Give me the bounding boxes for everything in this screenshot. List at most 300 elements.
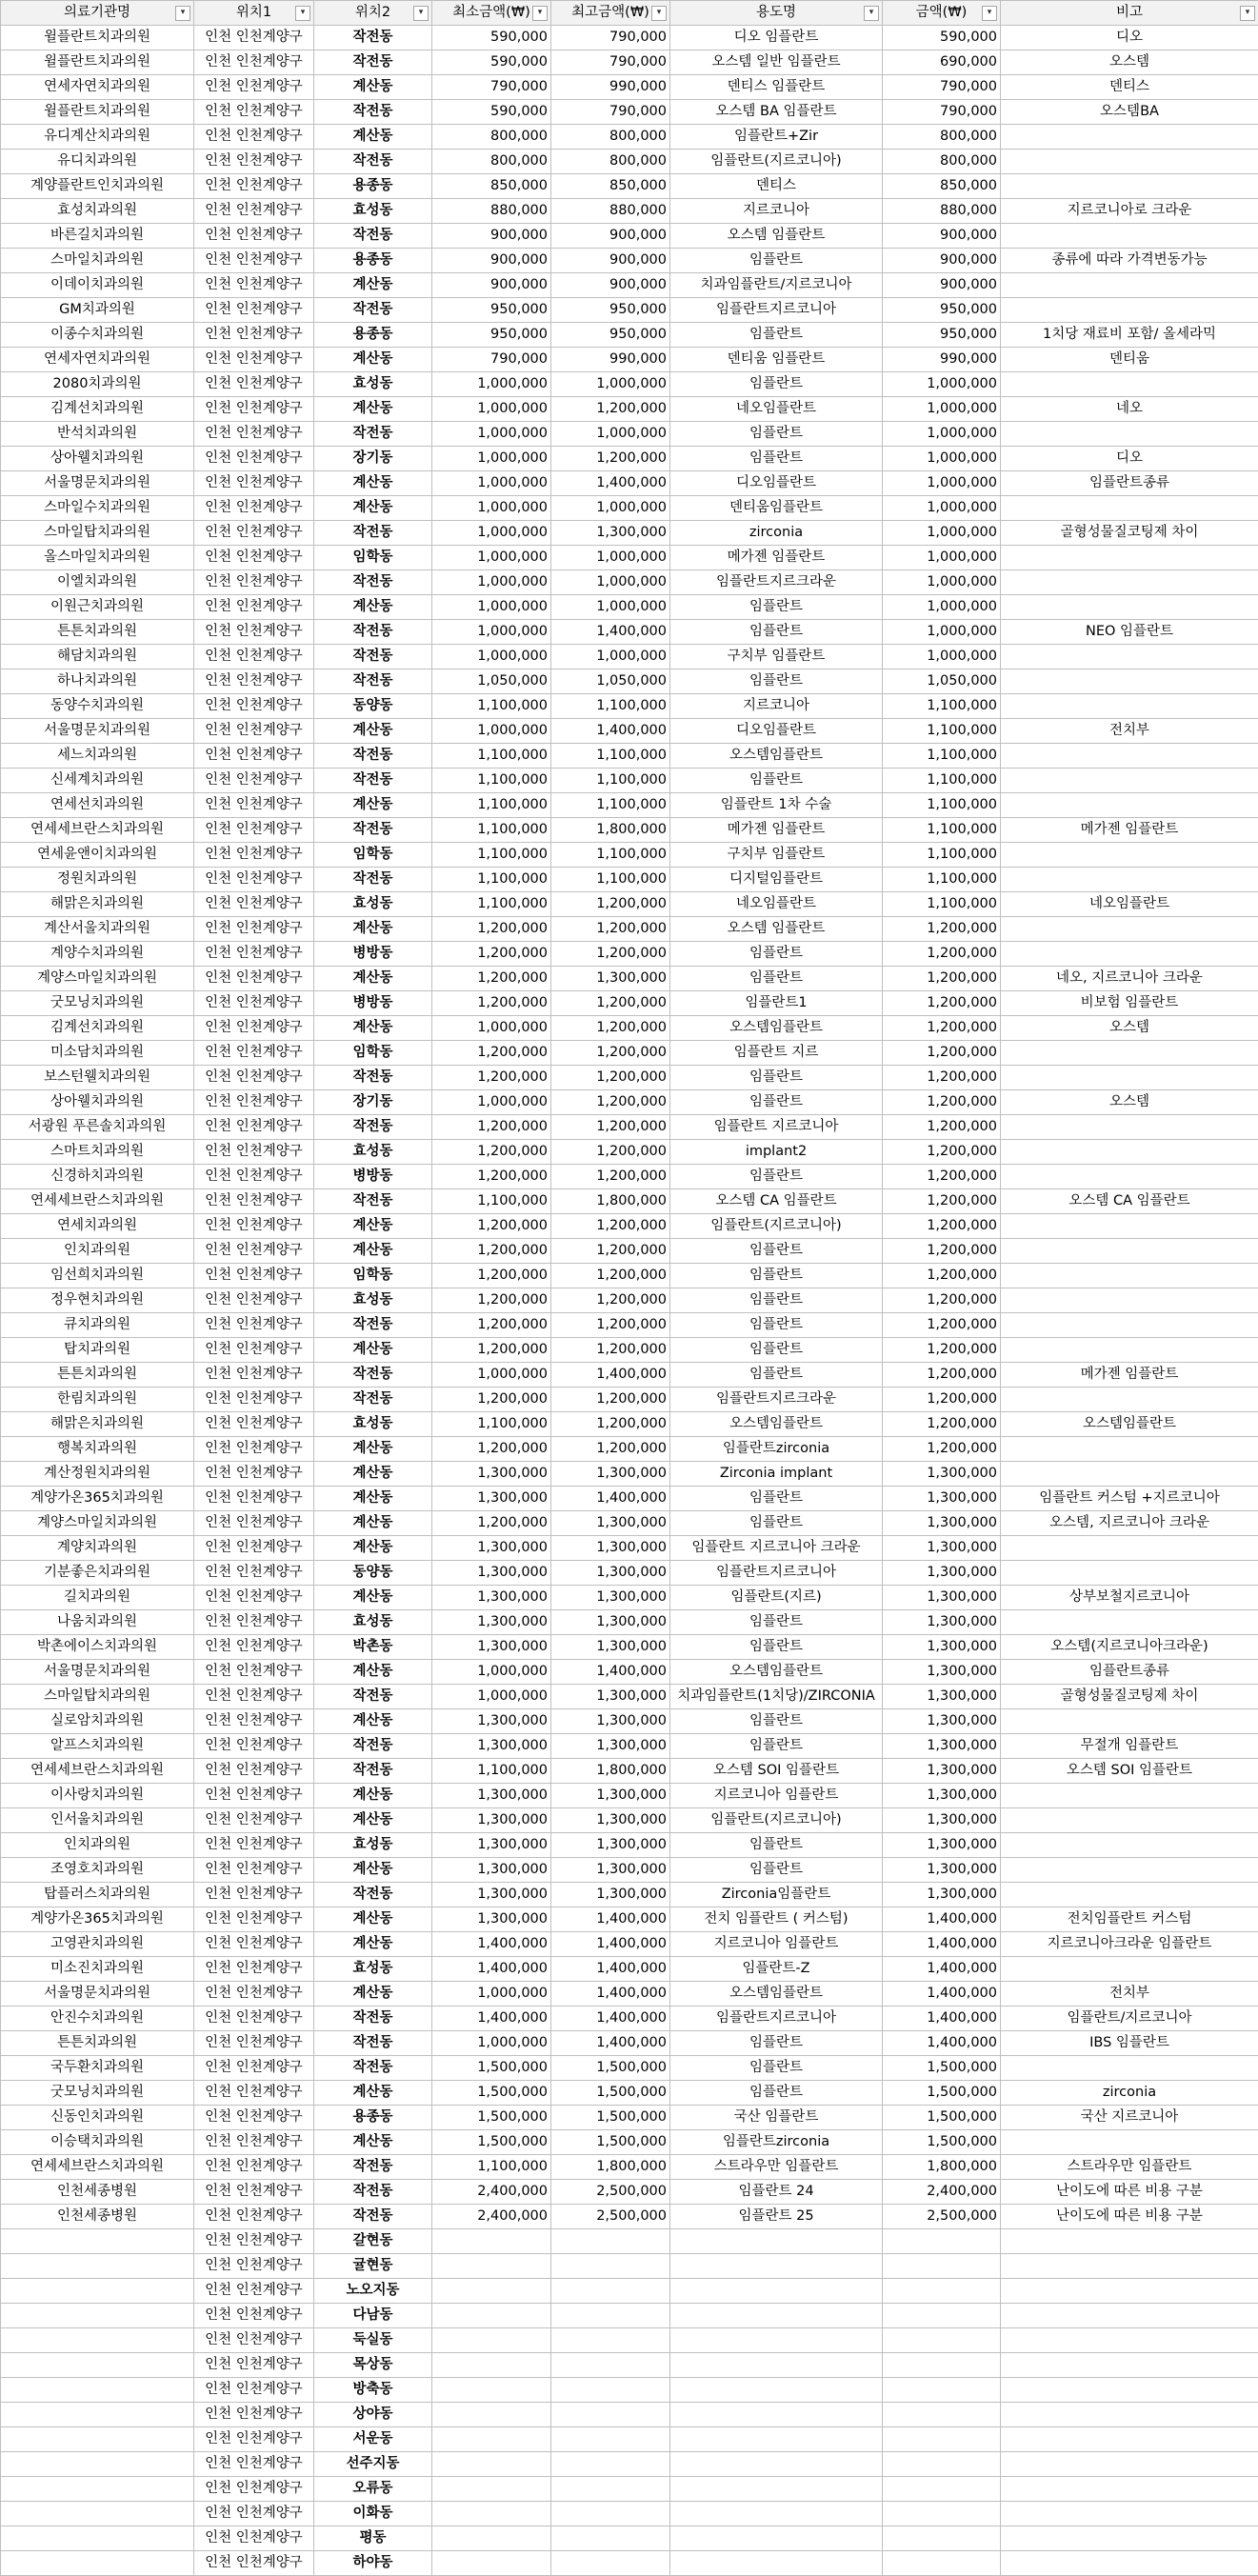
usage-name-cell[interactable]: 임플란트(지르코니아) xyxy=(670,1808,883,1833)
min-price-cell[interactable]: 1,300,000 xyxy=(432,1709,551,1734)
max-price-cell[interactable]: 1,500,000 xyxy=(551,2106,670,2130)
note-cell[interactable] xyxy=(1001,1709,1258,1734)
min-price-cell[interactable]: 1,500,000 xyxy=(432,2130,551,2155)
note-cell[interactable]: 디오 xyxy=(1001,26,1258,50)
location1-cell[interactable]: 인천 인천계양구 xyxy=(194,1189,314,1214)
min-price-cell[interactable]: 1,200,000 xyxy=(432,1437,551,1462)
note-cell[interactable]: 전치임플란트 커스텀 xyxy=(1001,1907,1258,1932)
location1-cell[interactable]: 인천 인천계양구 xyxy=(194,372,314,397)
filter-dropdown-icon[interactable]: ▾ xyxy=(532,6,548,21)
note-cell[interactable] xyxy=(1001,1165,1258,1189)
price-cell[interactable]: 800,000 xyxy=(883,150,1001,174)
min-price-cell[interactable]: 1,200,000 xyxy=(432,1338,551,1363)
usage-name-cell[interactable]: 임플란트(지르코니아) xyxy=(670,150,883,174)
min-price-cell[interactable]: 2,400,000 xyxy=(432,2180,551,2205)
min-price-cell[interactable]: 1,200,000 xyxy=(432,1214,551,1239)
note-cell[interactable] xyxy=(1001,2551,1258,2576)
location2-cell[interactable]: 귤현동 xyxy=(314,2254,432,2279)
price-cell[interactable]: 1,100,000 xyxy=(883,694,1001,719)
price-cell[interactable]: 1,050,000 xyxy=(883,669,1001,694)
price-cell[interactable]: 1,300,000 xyxy=(883,1759,1001,1784)
min-price-cell[interactable] xyxy=(432,2477,551,2502)
min-price-cell[interactable]: 1,000,000 xyxy=(432,1982,551,2007)
usage-name-cell[interactable]: 오스템임플란트 xyxy=(670,744,883,769)
max-price-cell[interactable]: 1,300,000 xyxy=(551,1561,670,1586)
max-price-cell[interactable]: 900,000 xyxy=(551,224,670,249)
min-price-cell[interactable]: 1,500,000 xyxy=(432,2056,551,2081)
min-price-cell[interactable]: 1,300,000 xyxy=(432,1536,551,1561)
max-price-cell[interactable]: 2,500,000 xyxy=(551,2180,670,2205)
location2-cell[interactable]: 계산동 xyxy=(314,496,432,521)
min-price-cell[interactable]: 1,300,000 xyxy=(432,1784,551,1808)
usage-name-cell[interactable]: 구치부 임플란트 xyxy=(670,645,883,669)
hospital-name-cell[interactable]: 신경하치과의원 xyxy=(1,1165,194,1189)
location1-cell[interactable]: 인천 인천계양구 xyxy=(194,1660,314,1685)
location2-cell[interactable]: 계산동 xyxy=(314,1437,432,1462)
price-cell[interactable]: 790,000 xyxy=(883,75,1001,100)
usage-name-cell[interactable]: 덴티움임플란트 xyxy=(670,496,883,521)
hospital-name-cell[interactable]: 인치과의원 xyxy=(1,1833,194,1858)
usage-name-cell[interactable] xyxy=(670,2477,883,2502)
location2-cell[interactable]: 하야동 xyxy=(314,2551,432,2576)
note-cell[interactable] xyxy=(1001,2427,1258,2452)
usage-name-cell[interactable]: 임플란트 xyxy=(670,2031,883,2056)
price-cell[interactable]: 1,300,000 xyxy=(883,1561,1001,1586)
location2-cell[interactable]: 작전동 xyxy=(314,26,432,50)
location2-cell[interactable]: 작전동 xyxy=(314,1115,432,1140)
note-cell[interactable]: 지르코니아로 크라운 xyxy=(1001,199,1258,224)
usage-name-cell[interactable]: 임플란트 xyxy=(670,2056,883,2081)
location2-cell[interactable]: 작전동 xyxy=(314,769,432,793)
note-cell[interactable] xyxy=(1001,496,1258,521)
price-cell[interactable]: 1,200,000 xyxy=(883,1338,1001,1363)
note-cell[interactable]: 덴티스 xyxy=(1001,75,1258,100)
max-price-cell[interactable]: 1,400,000 xyxy=(551,1957,670,1982)
usage-name-cell[interactable]: 임플란트(지르코니아) xyxy=(670,1214,883,1239)
location2-cell[interactable]: 동양동 xyxy=(314,1561,432,1586)
max-price-cell[interactable] xyxy=(551,2403,670,2427)
usage-name-cell[interactable]: 임플란트(지르) xyxy=(670,1586,883,1610)
location2-cell[interactable]: 작전동 xyxy=(314,1388,432,1412)
hospital-name-cell[interactable]: 연세세브란스치과의원 xyxy=(1,1189,194,1214)
max-price-cell[interactable]: 1,200,000 xyxy=(551,1165,670,1189)
hospital-name-cell[interactable] xyxy=(1,2403,194,2427)
usage-name-cell[interactable] xyxy=(670,2353,883,2378)
filter-dropdown-icon[interactable]: ▾ xyxy=(413,6,429,21)
hospital-name-cell[interactable]: 기분좋은치과의원 xyxy=(1,1561,194,1586)
min-price-cell[interactable]: 1,200,000 xyxy=(432,1066,551,1090)
note-cell[interactable] xyxy=(1001,843,1258,868)
location2-cell[interactable]: 장기동 xyxy=(314,1090,432,1115)
note-cell[interactable] xyxy=(1001,546,1258,570)
min-price-cell[interactable]: 1,300,000 xyxy=(432,1808,551,1833)
price-cell[interactable]: 1,200,000 xyxy=(883,1239,1001,1264)
min-price-cell[interactable]: 950,000 xyxy=(432,323,551,348)
max-price-cell[interactable]: 1,800,000 xyxy=(551,1189,670,1214)
price-cell[interactable]: 2,500,000 xyxy=(883,2205,1001,2229)
hospital-name-cell[interactable] xyxy=(1,2328,194,2353)
price-cell[interactable] xyxy=(883,2477,1001,2502)
usage-name-cell[interactable] xyxy=(670,2304,883,2328)
min-price-cell[interactable]: 1,300,000 xyxy=(432,1734,551,1759)
min-price-cell[interactable]: 1,200,000 xyxy=(432,1041,551,1066)
hospital-name-cell[interactable]: 이사랑치과의원 xyxy=(1,1784,194,1808)
usage-name-cell[interactable]: 디오임플란트 xyxy=(670,471,883,496)
min-price-cell[interactable]: 1,500,000 xyxy=(432,2081,551,2106)
price-cell[interactable]: 800,000 xyxy=(883,125,1001,150)
min-price-cell[interactable]: 1,400,000 xyxy=(432,1932,551,1957)
max-price-cell[interactable]: 1,100,000 xyxy=(551,843,670,868)
price-cell[interactable]: 1,000,000 xyxy=(883,471,1001,496)
min-price-cell[interactable]: 790,000 xyxy=(432,348,551,372)
min-price-cell[interactable]: 1,300,000 xyxy=(432,1462,551,1487)
note-cell[interactable] xyxy=(1001,1338,1258,1363)
max-price-cell[interactable]: 1,100,000 xyxy=(551,868,670,892)
max-price-cell[interactable]: 1,200,000 xyxy=(551,1313,670,1338)
hospital-name-cell[interactable]: 계산서울치과의원 xyxy=(1,917,194,942)
price-cell[interactable] xyxy=(883,2378,1001,2403)
hospital-name-cell[interactable]: 한림치과의원 xyxy=(1,1388,194,1412)
note-cell[interactable] xyxy=(1001,1536,1258,1561)
usage-name-cell[interactable] xyxy=(670,2452,883,2477)
price-cell[interactable]: 1,100,000 xyxy=(883,769,1001,793)
location2-cell[interactable]: 계산동 xyxy=(314,1016,432,1041)
min-price-cell[interactable]: 590,000 xyxy=(432,50,551,75)
min-price-cell[interactable] xyxy=(432,2254,551,2279)
filter-dropdown-icon[interactable]: ▾ xyxy=(175,6,190,21)
min-price-cell[interactable]: 2,400,000 xyxy=(432,2205,551,2229)
hospital-name-cell[interactable]: 세느치과의원 xyxy=(1,744,194,769)
min-price-cell[interactable]: 1,100,000 xyxy=(432,744,551,769)
max-price-cell[interactable]: 1,200,000 xyxy=(551,447,670,471)
hospital-name-cell[interactable]: 계산정원치과의원 xyxy=(1,1462,194,1487)
location2-cell[interactable]: 작전동 xyxy=(314,744,432,769)
max-price-cell[interactable] xyxy=(551,2378,670,2403)
usage-name-cell[interactable]: Zirconia임플란트 xyxy=(670,1883,883,1907)
price-cell[interactable]: 1,100,000 xyxy=(883,744,1001,769)
usage-name-cell[interactable]: 임플란트 xyxy=(670,1487,883,1511)
usage-name-cell[interactable]: 덴티움 임플란트 xyxy=(670,348,883,372)
usage-name-cell[interactable]: 지르코니아 xyxy=(670,694,883,719)
max-price-cell[interactable]: 1,400,000 xyxy=(551,620,670,645)
usage-name-cell[interactable]: zirconia xyxy=(670,521,883,546)
min-price-cell[interactable]: 1,000,000 xyxy=(432,620,551,645)
location1-cell[interactable]: 인천 인천계양구 xyxy=(194,174,314,199)
usage-name-cell[interactable]: 임플란트 xyxy=(670,1090,883,1115)
location2-cell[interactable]: 용종동 xyxy=(314,249,432,273)
price-cell[interactable]: 1,100,000 xyxy=(883,843,1001,868)
max-price-cell[interactable]: 1,500,000 xyxy=(551,2056,670,2081)
hospital-name-cell[interactable]: 굿모닝치과의원 xyxy=(1,2081,194,2106)
min-price-cell[interactable]: 1,100,000 xyxy=(432,868,551,892)
min-price-cell[interactable]: 1,000,000 xyxy=(432,2031,551,2056)
location1-cell[interactable]: 인천 인천계양구 xyxy=(194,1090,314,1115)
usage-name-cell[interactable] xyxy=(670,2378,883,2403)
location1-cell[interactable]: 인천 인천계양구 xyxy=(194,1586,314,1610)
location2-cell[interactable]: 이화동 xyxy=(314,2502,432,2526)
location1-cell[interactable]: 인천 인천계양구 xyxy=(194,620,314,645)
max-price-cell[interactable]: 1,200,000 xyxy=(551,1412,670,1437)
max-price-cell[interactable]: 1,300,000 xyxy=(551,1734,670,1759)
usage-name-cell[interactable]: Zirconia implant xyxy=(670,1462,883,1487)
location2-cell[interactable]: 임학동 xyxy=(314,1041,432,1066)
min-price-cell[interactable]: 1,000,000 xyxy=(432,719,551,744)
max-price-cell[interactable]: 1,400,000 xyxy=(551,2031,670,2056)
usage-name-cell[interactable]: 임플란트 xyxy=(670,422,883,447)
location2-cell[interactable]: 박촌동 xyxy=(314,1635,432,1660)
location1-cell[interactable]: 인천 인천계양구 xyxy=(194,2031,314,2056)
location1-cell[interactable]: 인천 인천계양구 xyxy=(194,1883,314,1907)
location2-cell[interactable]: 계산동 xyxy=(314,1709,432,1734)
hospital-name-cell[interactable]: 탑치과의원 xyxy=(1,1338,194,1363)
note-cell[interactable] xyxy=(1001,1784,1258,1808)
hospital-name-cell[interactable]: 윌플란트치과의원 xyxy=(1,100,194,125)
max-price-cell[interactable]: 1,300,000 xyxy=(551,1808,670,1833)
usage-name-cell[interactable]: 디오 임플란트 xyxy=(670,26,883,50)
price-cell[interactable]: 1,000,000 xyxy=(883,496,1001,521)
hospital-name-cell[interactable]: 이데이치과의원 xyxy=(1,273,194,298)
location1-cell[interactable]: 인천 인천계양구 xyxy=(194,1759,314,1784)
note-cell[interactable] xyxy=(1001,2452,1258,2477)
usage-name-cell[interactable]: 오스템임플란트 xyxy=(670,1660,883,1685)
max-price-cell[interactable]: 1,100,000 xyxy=(551,694,670,719)
price-cell[interactable]: 900,000 xyxy=(883,224,1001,249)
max-price-cell[interactable]: 1,200,000 xyxy=(551,1437,670,1462)
location1-cell[interactable]: 인천 인천계양구 xyxy=(194,892,314,917)
note-cell[interactable] xyxy=(1001,1462,1258,1487)
min-price-cell[interactable]: 1,200,000 xyxy=(432,1313,551,1338)
location2-cell[interactable]: 목상동 xyxy=(314,2353,432,2378)
location2-cell[interactable]: 병방동 xyxy=(314,1165,432,1189)
min-price-cell[interactable]: 1,400,000 xyxy=(432,1957,551,1982)
note-cell[interactable] xyxy=(1001,1140,1258,1165)
note-cell[interactable] xyxy=(1001,2130,1258,2155)
max-price-cell[interactable]: 1,300,000 xyxy=(551,1883,670,1907)
hospital-name-cell[interactable]: 미소진치과의원 xyxy=(1,1957,194,1982)
hospital-name-cell[interactable]: 계양수치과의원 xyxy=(1,942,194,967)
min-price-cell[interactable]: 1,000,000 xyxy=(432,1016,551,1041)
min-price-cell[interactable]: 1,000,000 xyxy=(432,372,551,397)
location1-cell[interactable]: 인천 인천계양구 xyxy=(194,1734,314,1759)
location1-cell[interactable]: 인천 인천계양구 xyxy=(194,967,314,991)
note-cell[interactable]: 메가젠 임플란트 xyxy=(1001,1363,1258,1388)
note-cell[interactable] xyxy=(1001,372,1258,397)
note-cell[interactable] xyxy=(1001,125,1258,150)
note-cell[interactable]: 임플란트종류 xyxy=(1001,471,1258,496)
hospital-name-cell[interactable]: 인치과의원 xyxy=(1,1239,194,1264)
location2-cell[interactable]: 계산동 xyxy=(314,1536,432,1561)
min-price-cell[interactable]: 1,200,000 xyxy=(432,991,551,1016)
usage-name-cell[interactable]: 임플란트 xyxy=(670,1734,883,1759)
hospital-name-cell[interactable]: 상아웰치과의원 xyxy=(1,447,194,471)
usage-name-cell[interactable]: 임플란트 xyxy=(670,1833,883,1858)
min-price-cell[interactable]: 1,300,000 xyxy=(432,1635,551,1660)
price-cell[interactable]: 1,200,000 xyxy=(883,1066,1001,1090)
note-cell[interactable] xyxy=(1001,769,1258,793)
min-price-cell[interactable]: 1,100,000 xyxy=(432,892,551,917)
hospital-name-cell[interactable]: 튼튼치과의원 xyxy=(1,2031,194,2056)
min-price-cell[interactable]: 1,300,000 xyxy=(432,1858,551,1883)
location1-cell[interactable]: 인천 인천계양구 xyxy=(194,2477,314,2502)
location2-cell[interactable]: 평동 xyxy=(314,2526,432,2551)
hospital-name-cell[interactable]: 연세선치과의원 xyxy=(1,793,194,818)
location2-cell[interactable]: 작전동 xyxy=(314,1363,432,1388)
min-price-cell[interactable]: 1,200,000 xyxy=(432,1264,551,1288)
max-price-cell[interactable]: 1,300,000 xyxy=(551,1709,670,1734)
hospital-name-cell[interactable]: 스마트치과의원 xyxy=(1,1140,194,1165)
usage-name-cell[interactable]: 덴티스 임플란트 xyxy=(670,75,883,100)
usage-name-cell[interactable]: 임플란트 xyxy=(670,323,883,348)
location1-cell[interactable]: 인천 인천계양구 xyxy=(194,1140,314,1165)
location2-cell[interactable]: 효성동 xyxy=(314,1288,432,1313)
usage-name-cell[interactable]: 임플란트 xyxy=(670,942,883,967)
location1-cell[interactable]: 인천 인천계양구 xyxy=(194,1288,314,1313)
price-cell[interactable]: 1,500,000 xyxy=(883,2130,1001,2155)
max-price-cell[interactable]: 900,000 xyxy=(551,249,670,273)
usage-name-cell[interactable]: 임플란트 xyxy=(670,1858,883,1883)
hospital-name-cell[interactable]: 계양가온365치과의원 xyxy=(1,1907,194,1932)
location2-cell[interactable]: 동양동 xyxy=(314,694,432,719)
location1-cell[interactable]: 인천 인천계양구 xyxy=(194,348,314,372)
location1-cell[interactable]: 인천 인천계양구 xyxy=(194,2056,314,2081)
location2-cell[interactable]: 작전동 xyxy=(314,645,432,669)
hospital-name-cell[interactable]: 서울명문치과의원 xyxy=(1,471,194,496)
location2-cell[interactable]: 계산동 xyxy=(314,1907,432,1932)
price-cell[interactable] xyxy=(883,2452,1001,2477)
location1-cell[interactable]: 인천 인천계양구 xyxy=(194,2378,314,2403)
max-price-cell[interactable] xyxy=(551,2427,670,2452)
usage-name-cell[interactable]: 임플란트 xyxy=(670,1264,883,1288)
usage-name-cell[interactable]: 임플란트 xyxy=(670,1709,883,1734)
min-price-cell[interactable]: 1,100,000 xyxy=(432,793,551,818)
price-cell[interactable]: 1,100,000 xyxy=(883,793,1001,818)
hospital-name-cell[interactable]: 윌플란트치과의원 xyxy=(1,26,194,50)
location2-cell[interactable]: 계산동 xyxy=(314,1239,432,1264)
hospital-name-cell[interactable]: 조영호치과의원 xyxy=(1,1858,194,1883)
price-cell[interactable] xyxy=(883,2551,1001,2576)
max-price-cell[interactable]: 1,400,000 xyxy=(551,1907,670,1932)
location2-cell[interactable]: 방축동 xyxy=(314,2378,432,2403)
max-price-cell[interactable] xyxy=(551,2328,670,2353)
usage-name-cell[interactable]: 오스템 CA 임플란트 xyxy=(670,1189,883,1214)
location2-cell[interactable]: 작전동 xyxy=(314,298,432,323)
max-price-cell[interactable]: 1,200,000 xyxy=(551,1041,670,1066)
filter-dropdown-icon[interactable]: ▾ xyxy=(1240,6,1255,21)
usage-name-cell[interactable]: 임플란트zirconia xyxy=(670,2130,883,2155)
location2-cell[interactable]: 계산동 xyxy=(314,1214,432,1239)
price-cell[interactable]: 1,300,000 xyxy=(883,1858,1001,1883)
location2-cell[interactable]: 작전동 xyxy=(314,2155,432,2180)
max-price-cell[interactable]: 1,400,000 xyxy=(551,1363,670,1388)
min-price-cell[interactable]: 1,000,000 xyxy=(432,447,551,471)
max-price-cell[interactable]: 1,200,000 xyxy=(551,917,670,942)
hospital-name-cell[interactable]: 바른길치과의원 xyxy=(1,224,194,249)
min-price-cell[interactable]: 1,000,000 xyxy=(432,595,551,620)
usage-name-cell[interactable]: 오스템 일반 임플란트 xyxy=(670,50,883,75)
max-price-cell[interactable]: 1,300,000 xyxy=(551,1685,670,1709)
location2-cell[interactable]: 계산동 xyxy=(314,1784,432,1808)
price-cell[interactable]: 1,200,000 xyxy=(883,1264,1001,1288)
max-price-cell[interactable] xyxy=(551,2229,670,2254)
min-price-cell[interactable] xyxy=(432,2452,551,2477)
location1-cell[interactable]: 인천 인천계양구 xyxy=(194,1165,314,1189)
location2-cell[interactable]: 효성동 xyxy=(314,1610,432,1635)
location2-cell[interactable]: 계산동 xyxy=(314,917,432,942)
price-cell[interactable] xyxy=(883,2254,1001,2279)
hospital-name-cell[interactable]: 연세세브란스치과의원 xyxy=(1,1759,194,1784)
note-cell[interactable]: 비보험 임플란트 xyxy=(1001,991,1258,1016)
location1-cell[interactable]: 인천 인천계양구 xyxy=(194,570,314,595)
price-cell[interactable]: 1,000,000 xyxy=(883,645,1001,669)
note-cell[interactable] xyxy=(1001,868,1258,892)
hospital-name-cell[interactable]: 상아웰치과의원 xyxy=(1,1090,194,1115)
hospital-name-cell[interactable]: 올스마일치과의원 xyxy=(1,546,194,570)
hospital-name-cell[interactable]: 안진수치과의원 xyxy=(1,2007,194,2031)
location1-cell[interactable]: 인천 인천계양구 xyxy=(194,2452,314,2477)
note-cell[interactable] xyxy=(1001,2254,1258,2279)
location2-cell[interactable]: 작전동 xyxy=(314,50,432,75)
max-price-cell[interactable]: 1,200,000 xyxy=(551,1264,670,1288)
usage-name-cell[interactable]: 임플란트 xyxy=(670,1610,883,1635)
location1-cell[interactable]: 인천 인천계양구 xyxy=(194,150,314,174)
note-cell[interactable]: 임플란트종류 xyxy=(1001,1660,1258,1685)
price-cell[interactable] xyxy=(883,2279,1001,2304)
location2-cell[interactable]: 계산동 xyxy=(314,397,432,422)
hospital-name-cell[interactable]: 실로암치과의원 xyxy=(1,1709,194,1734)
location2-cell[interactable]: 작전동 xyxy=(314,2031,432,2056)
price-cell[interactable]: 1,200,000 xyxy=(883,942,1001,967)
hospital-name-cell[interactable]: 김계선치과의원 xyxy=(1,397,194,422)
min-price-cell[interactable]: 1,000,000 xyxy=(432,471,551,496)
location1-cell[interactable]: 인천 인천계양구 xyxy=(194,2403,314,2427)
price-cell[interactable]: 1,200,000 xyxy=(883,1363,1001,1388)
max-price-cell[interactable]: 1,000,000 xyxy=(551,496,670,521)
max-price-cell[interactable]: 950,000 xyxy=(551,298,670,323)
hospital-name-cell[interactable]: 정원치과의원 xyxy=(1,868,194,892)
location2-cell[interactable]: 장기동 xyxy=(314,447,432,471)
location1-cell[interactable]: 인천 인천계양구 xyxy=(194,447,314,471)
location1-cell[interactable]: 인천 인천계양구 xyxy=(194,100,314,125)
max-price-cell[interactable]: 1,100,000 xyxy=(551,744,670,769)
price-cell[interactable]: 1,300,000 xyxy=(883,1610,1001,1635)
note-cell[interactable] xyxy=(1001,744,1258,769)
min-price-cell[interactable] xyxy=(432,2378,551,2403)
location2-cell[interactable]: 임학동 xyxy=(314,1264,432,1288)
usage-name-cell[interactable] xyxy=(670,2328,883,2353)
usage-name-cell[interactable] xyxy=(670,2526,883,2551)
location1-cell[interactable]: 인천 인천계양구 xyxy=(194,2007,314,2031)
hospital-name-cell[interactable]: 이엘치과의원 xyxy=(1,570,194,595)
location2-cell[interactable]: 작전동 xyxy=(314,818,432,843)
note-cell[interactable] xyxy=(1001,2328,1258,2353)
min-price-cell[interactable]: 1,200,000 xyxy=(432,1511,551,1536)
max-price-cell[interactable]: 1,800,000 xyxy=(551,2155,670,2180)
location2-cell[interactable]: 계산동 xyxy=(314,1462,432,1487)
note-cell[interactable]: 오스템 xyxy=(1001,1016,1258,1041)
location1-cell[interactable]: 인천 인천계양구 xyxy=(194,942,314,967)
price-cell[interactable]: 900,000 xyxy=(883,249,1001,273)
location1-cell[interactable]: 인천 인천계양구 xyxy=(194,471,314,496)
location1-cell[interactable]: 인천 인천계양구 xyxy=(194,2427,314,2452)
min-price-cell[interactable]: 1,000,000 xyxy=(432,645,551,669)
min-price-cell[interactable]: 1,000,000 xyxy=(432,1090,551,1115)
location2-cell[interactable]: 계산동 xyxy=(314,273,432,298)
location2-cell[interactable]: 둑실동 xyxy=(314,2328,432,2353)
max-price-cell[interactable]: 1,200,000 xyxy=(551,1239,670,1264)
max-price-cell[interactable]: 1,200,000 xyxy=(551,892,670,917)
hospital-name-cell[interactable]: 스마일탑치과의원 xyxy=(1,521,194,546)
max-price-cell[interactable]: 1,200,000 xyxy=(551,942,670,967)
